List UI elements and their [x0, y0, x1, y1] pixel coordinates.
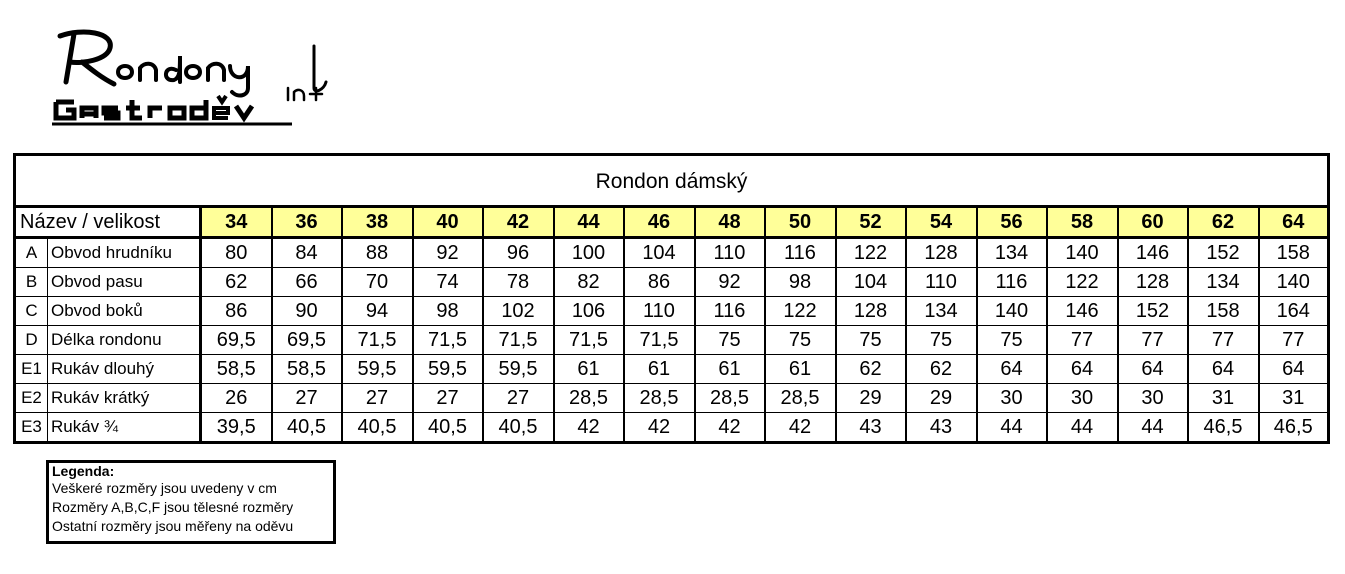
size-header-cell: 44 [554, 207, 624, 238]
measurement-cell: 42 [624, 413, 695, 443]
row-code: D [15, 326, 48, 355]
measurement-cell: 152 [1118, 297, 1188, 326]
size-header-cell: 56 [977, 207, 1047, 238]
table-title: Rondon dámský [15, 155, 1329, 207]
size-header-cell: 40 [413, 207, 483, 238]
measurement-cell: 116 [977, 268, 1047, 297]
measurement-cell: 58,5 [272, 355, 342, 384]
measurement-cell: 86 [201, 297, 272, 326]
measurement-cell: 40,5 [342, 413, 413, 443]
measurement-cell: 42 [554, 413, 624, 443]
measurement-cell: 59,5 [413, 355, 483, 384]
measurement-cell: 128 [836, 297, 906, 326]
measurement-cell: 88 [342, 238, 413, 268]
legend-title: Legenda: [52, 463, 115, 479]
measurement-cell: 40,5 [483, 413, 554, 443]
measurement-cell: 46,5 [1259, 413, 1329, 443]
measurement-cell: 27 [483, 384, 554, 413]
measurement-cell: 61 [765, 355, 836, 384]
measurement-cell: 164 [1259, 297, 1329, 326]
size-header-cell: 54 [906, 207, 977, 238]
measurement-cell: 69,5 [201, 326, 272, 355]
measurement-cell: 43 [836, 413, 906, 443]
legend-line: Veškeré rozměry jsou uvedeny v cm [52, 480, 277, 496]
measurement-cell: 96 [483, 238, 554, 268]
measurement-cell: 61 [695, 355, 765, 384]
size-chart-table [13, 153, 1330, 444]
measurement-cell: 77 [1259, 326, 1329, 355]
header-label: Název / velikost [15, 207, 201, 238]
measurement-cell: 104 [624, 238, 695, 268]
row-name: Rukáv krátký [48, 384, 201, 413]
measurement-cell: 158 [1188, 297, 1259, 326]
measurement-cell: 58,5 [201, 355, 272, 384]
size-header-cell: 52 [836, 207, 906, 238]
measurement-cell: 75 [695, 326, 765, 355]
row-name: Obvod hrudníku [48, 238, 201, 268]
measurement-cell: 110 [906, 268, 977, 297]
measurement-cell: 29 [836, 384, 906, 413]
size-header-cell: 34 [201, 207, 272, 238]
measurement-cell: 152 [1188, 238, 1259, 268]
measurement-cell: 90 [272, 297, 342, 326]
measurement-cell: 140 [1047, 238, 1118, 268]
measurement-cell: 28,5 [695, 384, 765, 413]
row-code: C [15, 297, 48, 326]
measurement-cell: 134 [977, 238, 1047, 268]
row-name: Rukáv ¾ [48, 413, 201, 443]
measurement-cell: 74 [413, 268, 483, 297]
measurement-cell: 30 [1118, 384, 1188, 413]
row-code: E3 [15, 413, 48, 443]
measurement-cell: 43 [906, 413, 977, 443]
legend-line: Rozměry A,B,C,F jsou tělesné rozměry [52, 499, 294, 515]
measurement-cell: 100 [554, 238, 624, 268]
measurement-cell: 46,5 [1188, 413, 1259, 443]
row-name: Obvod pasu [48, 268, 201, 297]
measurement-cell: 104 [836, 268, 906, 297]
measurement-cell: 98 [413, 297, 483, 326]
measurement-cell: 134 [906, 297, 977, 326]
measurement-cell: 44 [977, 413, 1047, 443]
size-header-row [15, 207, 1329, 238]
measurement-cell: 80 [201, 238, 272, 268]
legend-box [46, 460, 336, 544]
measurement-cell: 158 [1259, 238, 1329, 268]
size-header-cell: 36 [272, 207, 342, 238]
brand-logo-graphic [52, 26, 337, 126]
measurement-cell: 77 [1118, 326, 1188, 355]
measurement-cell: 26 [201, 384, 272, 413]
measurement-cell: 140 [977, 297, 1047, 326]
row-code: A [15, 238, 48, 268]
measurement-cell: 78 [483, 268, 554, 297]
table-row [15, 297, 1329, 326]
size-header-cell: 58 [1047, 207, 1118, 238]
measurement-cell: 71,5 [413, 326, 483, 355]
measurement-cell: 27 [342, 384, 413, 413]
row-code: E1 [15, 355, 48, 384]
measurement-cell: 62 [201, 268, 272, 297]
table-row [15, 238, 1329, 268]
measurement-cell: 42 [695, 413, 765, 443]
measurement-cell: 62 [906, 355, 977, 384]
row-name: Délka rondonu [48, 326, 201, 355]
measurement-cell: 94 [342, 297, 413, 326]
table-row [15, 268, 1329, 297]
measurement-cell: 146 [1118, 238, 1188, 268]
size-header-cell: 60 [1118, 207, 1188, 238]
table-row [15, 413, 1329, 443]
measurement-cell: 42 [765, 413, 836, 443]
size-header-cell: 64 [1259, 207, 1329, 238]
measurement-cell: 122 [765, 297, 836, 326]
measurement-cell: 82 [554, 268, 624, 297]
row-code: B [15, 268, 48, 297]
measurement-cell: 128 [906, 238, 977, 268]
measurement-cell: 31 [1259, 384, 1329, 413]
measurement-cell: 64 [1259, 355, 1329, 384]
measurement-cell: 66 [272, 268, 342, 297]
table-row [15, 326, 1329, 355]
measurement-cell: 31 [1188, 384, 1259, 413]
size-header-cell: 38 [342, 207, 413, 238]
measurement-cell: 86 [624, 268, 695, 297]
measurement-cell: 28,5 [765, 384, 836, 413]
measurement-cell: 44 [1047, 413, 1118, 443]
measurement-cell: 39,5 [201, 413, 272, 443]
measurement-cell: 64 [977, 355, 1047, 384]
measurement-cell: 64 [1188, 355, 1259, 384]
measurement-cell: 116 [765, 238, 836, 268]
measurement-cell: 62 [836, 355, 906, 384]
measurement-cell: 61 [624, 355, 695, 384]
row-name: Obvod boků [48, 297, 201, 326]
measurement-cell: 75 [906, 326, 977, 355]
measurement-cell: 77 [1047, 326, 1118, 355]
measurement-cell: 110 [624, 297, 695, 326]
measurement-cell: 40,5 [272, 413, 342, 443]
measurement-cell: 59,5 [483, 355, 554, 384]
measurement-cell: 92 [413, 238, 483, 268]
brand-logo [52, 26, 337, 126]
measurement-cell: 106 [554, 297, 624, 326]
size-header-cell: 48 [695, 207, 765, 238]
measurement-cell: 71,5 [342, 326, 413, 355]
measurement-cell: 71,5 [554, 326, 624, 355]
measurement-cell: 29 [906, 384, 977, 413]
measurement-cell: 75 [836, 326, 906, 355]
measurement-cell: 70 [342, 268, 413, 297]
measurement-cell: 27 [272, 384, 342, 413]
measurement-cell: 30 [1047, 384, 1118, 413]
table-row [15, 384, 1329, 413]
measurement-cell: 134 [1188, 268, 1259, 297]
measurement-cell: 75 [977, 326, 1047, 355]
size-header-cell: 62 [1188, 207, 1259, 238]
measurement-cell: 61 [554, 355, 624, 384]
legend-line: Ostatní rozměry jsou měřeny na oděvu [52, 518, 294, 534]
measurement-cell: 71,5 [624, 326, 695, 355]
size-header-cell: 50 [765, 207, 836, 238]
measurement-cell: 116 [695, 297, 765, 326]
measurement-cell: 28,5 [624, 384, 695, 413]
measurement-cell: 140 [1259, 268, 1329, 297]
measurement-cell: 77 [1188, 326, 1259, 355]
measurement-cell: 59,5 [342, 355, 413, 384]
measurement-cell: 71,5 [483, 326, 554, 355]
measurement-cell: 28,5 [554, 384, 624, 413]
measurement-cell: 102 [483, 297, 554, 326]
measurement-cell: 84 [272, 238, 342, 268]
row-name: Rukáv dlouhý [48, 355, 201, 384]
measurement-cell: 69,5 [272, 326, 342, 355]
measurement-cell: 128 [1118, 268, 1188, 297]
measurement-cell: 98 [765, 268, 836, 297]
measurement-cell: 64 [1118, 355, 1188, 384]
measurement-cell: 110 [695, 238, 765, 268]
measurement-cell: 27 [413, 384, 483, 413]
row-code: E2 [15, 384, 48, 413]
measurement-cell: 92 [695, 268, 765, 297]
measurement-cell: 40,5 [413, 413, 483, 443]
size-header-cell: 46 [624, 207, 695, 238]
table-row [15, 355, 1329, 384]
measurement-cell: 122 [836, 238, 906, 268]
measurement-cell: 44 [1118, 413, 1188, 443]
size-header-cell: 42 [483, 207, 554, 238]
measurement-cell: 122 [1047, 268, 1118, 297]
measurement-cell: 146 [1047, 297, 1118, 326]
measurement-cell: 75 [765, 326, 836, 355]
measurement-cell: 64 [1047, 355, 1118, 384]
measurement-cell: 30 [977, 384, 1047, 413]
